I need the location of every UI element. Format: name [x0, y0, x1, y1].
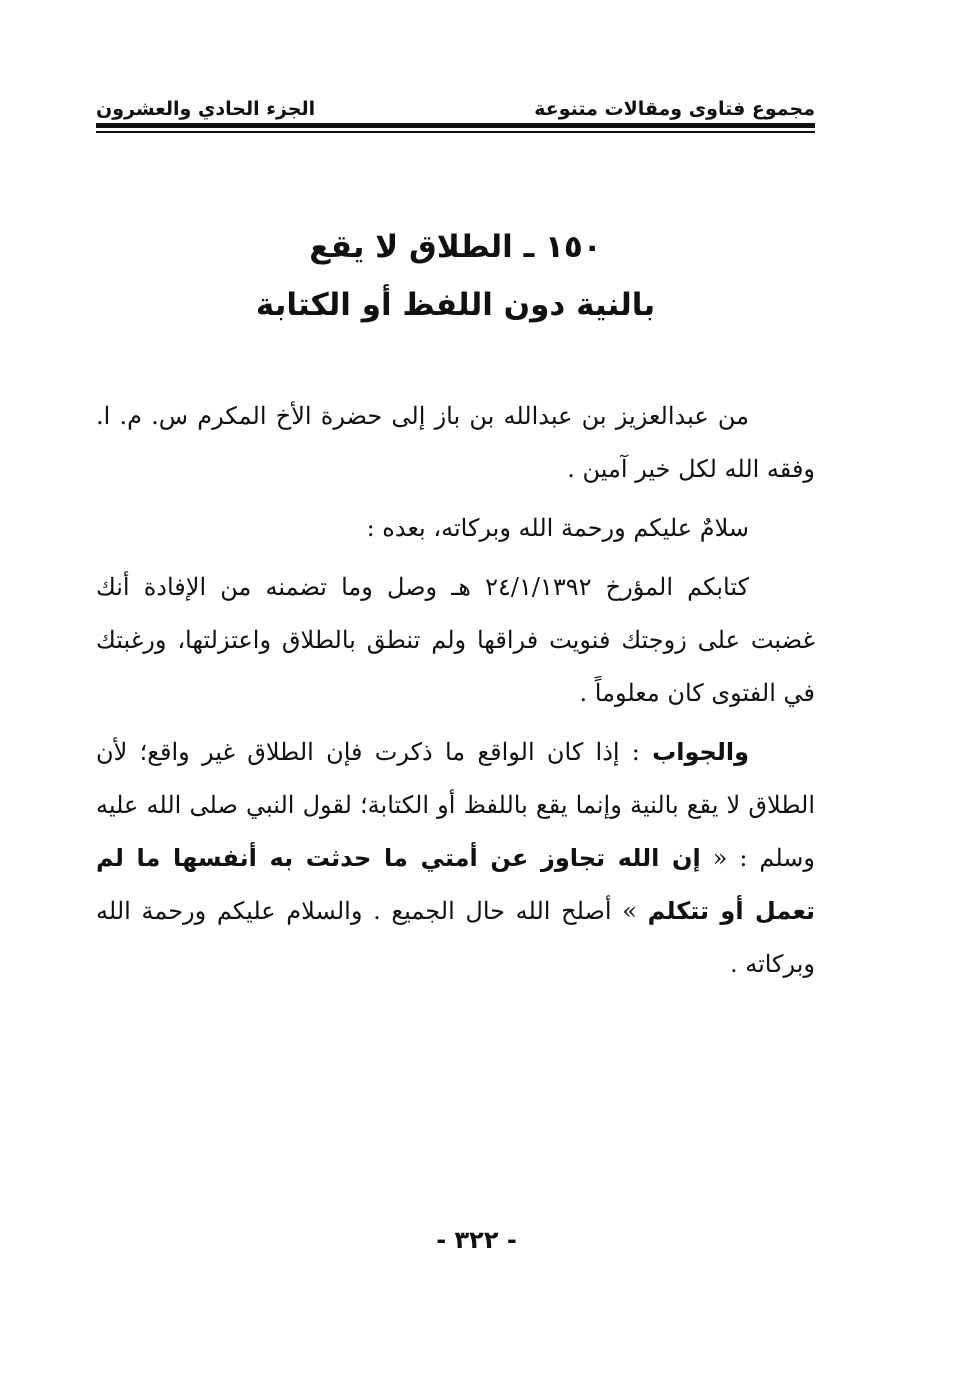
page-number: - ٣٢٢ - — [436, 1226, 517, 1254]
answer-label: والجواب — [652, 738, 749, 766]
title-line-2: بالنية دون اللفظ أو الكتابة — [255, 287, 656, 323]
paragraph-greeting: سلامٌ عليكم ورحمة الله وبركاته، بعده : — [366, 514, 749, 542]
volume-label: الجزء الحادي والعشرون — [96, 98, 316, 120]
paragraph-question: كتابكم المؤرخ ٢٤/١/١٣٩٢ هـ وصل وما تضمنه من الإفادة أنك غضبت على زوجتك فنويت فراقها ولم تنطق بالطلاق واعتزلتها، ورغبتك في الفتوى كان معلوماً . — [96, 573, 815, 707]
header-rule-thin — [96, 131, 815, 133]
title-line-1: ١٥٠ ـ الطلاق لا يقع — [309, 229, 602, 265]
article-body — [96, 390, 815, 997]
article-title — [96, 218, 815, 334]
book-title: مجموع فتاوى ومقالات متنوعة — [534, 98, 815, 120]
hadith-quote: إن الله تجاوز عن أمتي ما حدثت به أنفسها ما لم تعمل أو تتكلم — [96, 844, 816, 925]
paragraph-answer — [96, 726, 815, 991]
answer-text-1: : إذا كان الواقع ما ذكرت فإن الطلاق غير واقع؛ لأن الطلاق لا يقع بالنية وإنما يقع باللفظ أو الكتابة؛ لقول النبي صلى الله عليه وسلم : « — [96, 738, 815, 872]
answer-text-2: » أصلح الله حال الجميع . والسلام عليكم ورحمة الله وبركاته . — [96, 897, 815, 978]
paragraph-salutation: من عبدالعزيز بن عبدالله بن باز إلى حضرة الأخ المكرم س. م. ا. وفقه الله لكل خير آمين . — [96, 402, 815, 483]
header-rule-thick — [96, 123, 815, 128]
running-header — [96, 86, 815, 120]
